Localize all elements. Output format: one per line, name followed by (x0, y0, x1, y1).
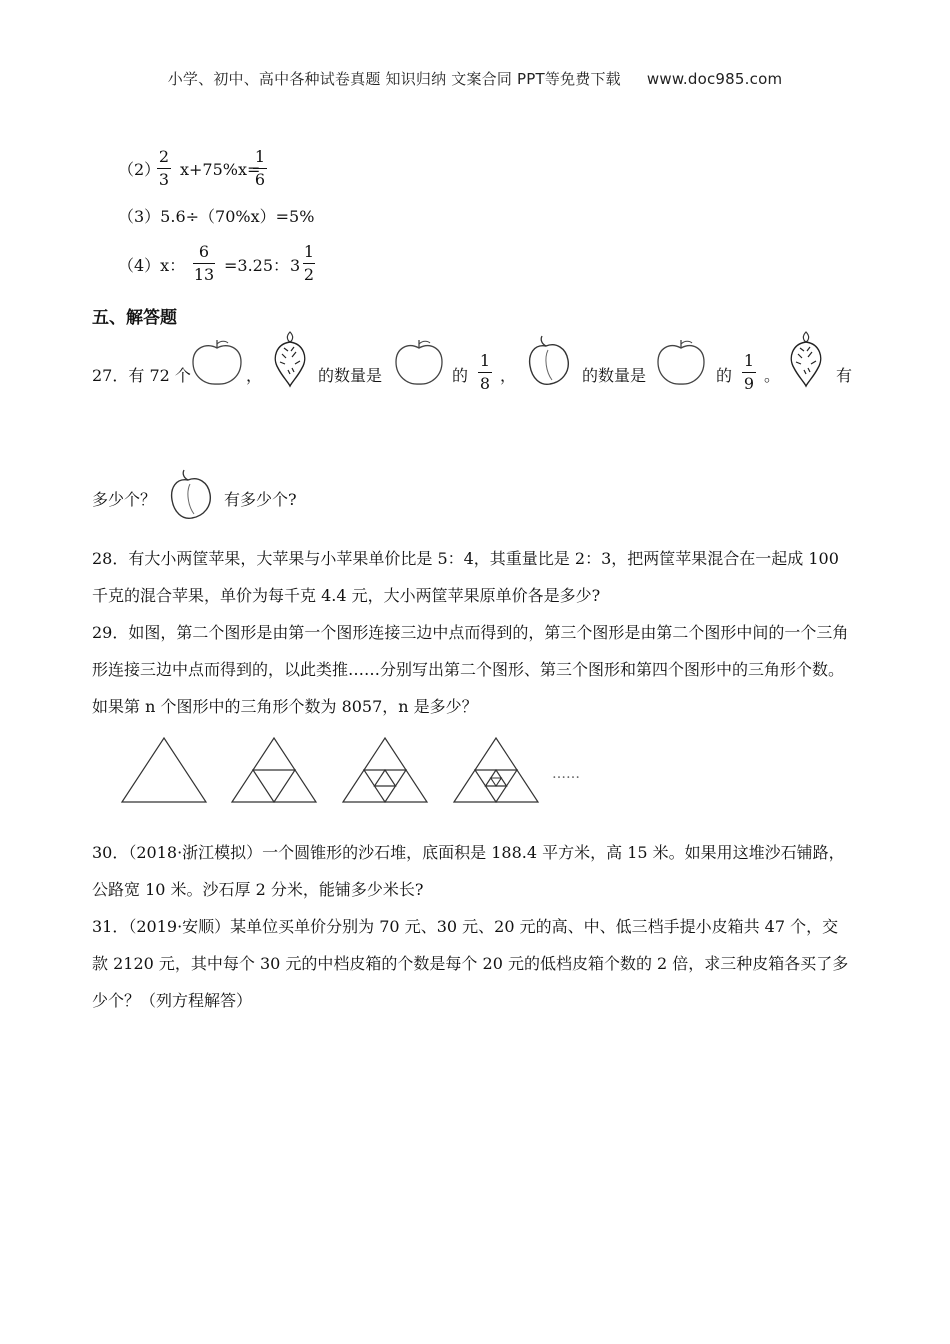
section-title: 五、解答题 (92, 308, 177, 328)
eq4-f-num: 6 (198, 242, 210, 261)
apple-icon (394, 338, 444, 388)
eq2-f1-den: 3 (158, 170, 170, 189)
eq2-f1-num: 2 (158, 147, 170, 166)
eq2-f2-num: 1 (254, 147, 266, 166)
fraction-bar (253, 168, 267, 169)
q27-text-2: 的数量是 (318, 366, 383, 385)
figure-ellipsis: …… (552, 766, 580, 782)
apple-icon (190, 338, 244, 388)
q27-text-3: 的数量是 (582, 366, 647, 385)
q28: 28．有大小两筐苹果，大苹果与小苹果单价比是 5：4，其重量比是 2：3，把两筐苹果混合在一起成 100 千克的混合苹果，单价为每千克 4.4 元，大小两筐苹果原单价各是多少? (92, 549, 839, 605)
eq4-f-den: 13 (193, 265, 215, 284)
triangle-figure-2 (232, 738, 316, 802)
fraction-bar (742, 372, 756, 373)
eq4-label: （4）x： (118, 256, 186, 275)
eq4-mid: =3.25： (224, 256, 290, 275)
eq4-m-num: 1 (303, 242, 315, 261)
eq2-label: （2） (118, 160, 161, 179)
header-site: www.doc985.com (646, 70, 783, 88)
pepper-icon (524, 332, 574, 388)
header-text: 小学、初中、高中各种试卷真题 知识归纳 文案合同 PPT等免费下载 (167, 70, 621, 88)
q27-text-1: 27．有 72 个 (92, 366, 191, 385)
apple-icon (656, 338, 706, 388)
fraction-bar (193, 263, 215, 264)
q31: 31．（2019·安顺）某单位买单价分别为 70 元、30 元、20 元的高、中、低三档手提小皮箱共 47 个，交款 2120 元，其中每个 30 元的中档皮箱的个数是每个 20 元的低档皮箱个数的 2 倍，求三种皮箱各买了多少个？（列方程解答） (92, 917, 849, 1010)
eq3: （3）5.6÷（70%x）=5% (118, 207, 315, 226)
q27-period: 。 (764, 366, 781, 385)
eq2-mid: x+75%x= (180, 160, 261, 179)
fraction-bar (478, 372, 492, 373)
q27-f1-den: 8 (479, 374, 491, 393)
pepper-icon (166, 466, 216, 524)
q27-comma-2: ， (500, 366, 517, 385)
triangle-figure-3 (343, 738, 427, 802)
eq4-fraction (193, 243, 215, 284)
q27-text-5: 有多少个? (224, 490, 297, 509)
q27-fraction-2 (742, 352, 756, 393)
q27-de-2: 的 (716, 366, 733, 385)
triangle-figure-4 (454, 738, 538, 802)
q29: 29．如图，第二个图形是由第一个图形连接三边中点而得到的，第三个图形是由第二个图形中间的一个三角形连接三边中点而得到的，以此类推……分别写出第二个图形、第三个图形和第四个图形中的三角形个数。如果第 n 个图形中的三角形个数为 8057，n 是多少？ (92, 623, 849, 716)
q30: 30．（2018·浙江模拟）一个圆锥形的沙石堆，底面积是 188.4 平方米，高 15 米。如果用这堆沙石铺路，公路宽 10 米。沙石厚 2 分米，能铺多少米长? (92, 843, 845, 899)
q27-f1-num: 1 (479, 351, 491, 370)
q27-f2-den: 9 (743, 374, 755, 393)
triangle-figure-1 (122, 738, 206, 802)
eq4-m-den: 2 (303, 265, 315, 284)
page-header (0, 68, 950, 89)
fraction-bar (303, 263, 315, 264)
q27-fraction-1 (478, 352, 492, 393)
q27-comma-1: ， (246, 366, 263, 385)
q27-de-1: 的 (452, 366, 469, 385)
radish-icon (270, 330, 310, 388)
q27-f2-num: 1 (743, 351, 755, 370)
eq2-fraction-1 (157, 148, 171, 189)
eq2-fraction-2 (253, 148, 267, 189)
triangle-figures (118, 734, 598, 806)
eq2-f2-den: 6 (254, 170, 266, 189)
fraction-bar (157, 168, 171, 169)
radish-icon (786, 330, 826, 388)
eq4-mixed-fraction (303, 243, 315, 284)
q27-you: 有 (836, 366, 853, 385)
eq4-whole: 3 (290, 256, 301, 275)
q27-text-4: 多少个？ (92, 490, 157, 509)
